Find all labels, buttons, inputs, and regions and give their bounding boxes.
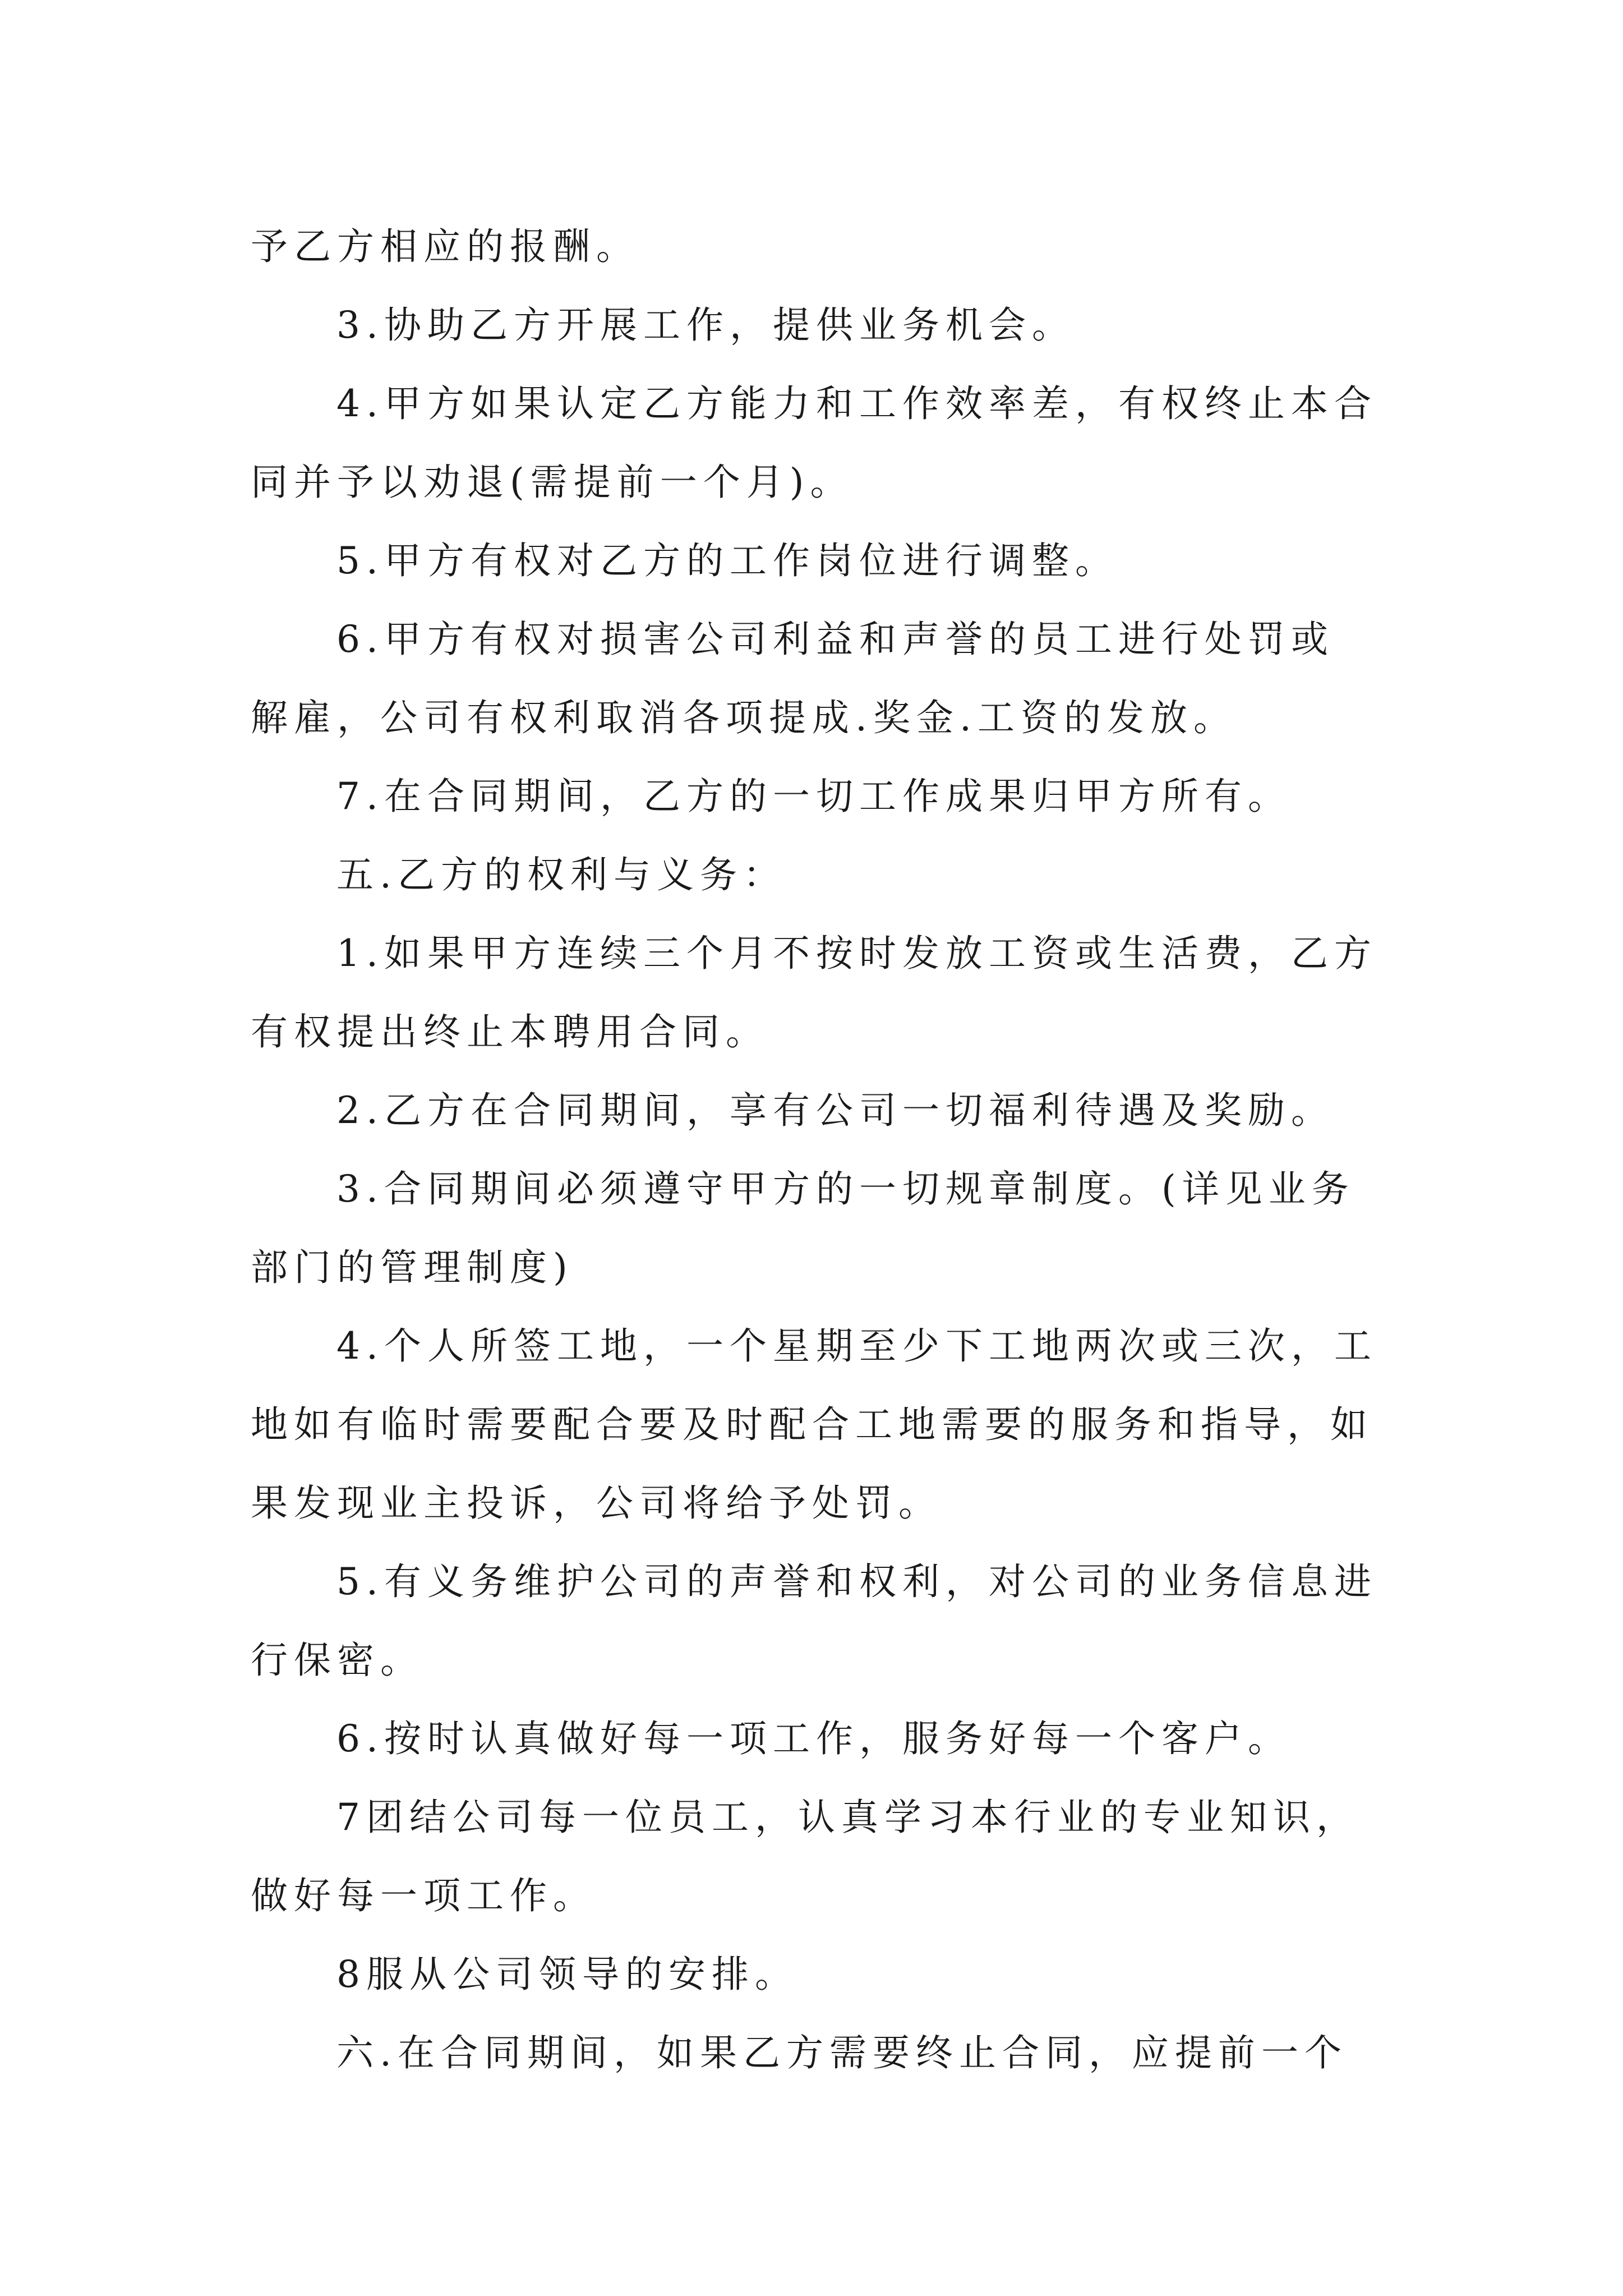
text-line: 3.协助乙方开展工作，提供业务机会。 (336, 303, 1075, 347)
text-line: 解雇，公司有权利取消各项提成.奖金.工资的发放。 (251, 696, 1237, 739)
text-line: 6.甲方有权对损害公司利益和声誉的员工进行处罚或 (336, 618, 1334, 661)
text-line: 4.个人所签工地，一个星期至少下工地两次或三次，工 (336, 1324, 1377, 1368)
text-line: 8服从公司领导的安排。 (336, 1953, 798, 1996)
text-line: 7.在合同期间，乙方的一切工作成果归甲方所有。 (336, 775, 1291, 818)
text-line: 地如有临时需要配合要及时配合工地需要的服务和指导，如 (251, 1403, 1373, 1446)
text-line: 做好每一项工作。 (251, 1874, 596, 1917)
text-line: 予乙方相应的报酬。 (251, 225, 639, 268)
section-heading: 六.在合同期间，如果乙方需要终止合同，应提前一个 (336, 2031, 1348, 2074)
text-line: 5.甲方有权对乙方的工作岗位进行调整。 (336, 539, 1118, 582)
text-line: 7团结公司每一位员工，认真学习本行业的专业知识， (336, 1796, 1359, 1839)
text-line: 6.按时认真做好每一项工作，服务好每一个客户。 (336, 1717, 1291, 1760)
text-line: 5.有义务维护公司的声誉和权利，对公司的业务信息进 (336, 1560, 1377, 1603)
text-line: 4.甲方如果认定乙方能力和工作效率差，有权终止本合 (336, 382, 1377, 425)
text-line: 3.合同期间必须遵守甲方的一切规章制度。(详见业务 (336, 1167, 1355, 1211)
section-heading: 五.乙方的权利与义务： (336, 853, 786, 896)
text-line: 行保密。 (251, 1639, 423, 1682)
text-line: 果发现业主投诉，公司将给予处罚。 (251, 1481, 942, 1525)
text-line: 同并予以劝退(需提前一个月)。 (251, 461, 854, 504)
text-line: 2.乙方在合同期间，享有公司一切福利待遇及奖励。 (336, 1089, 1334, 1132)
text-line: 部门的管理制度) (251, 1246, 574, 1289)
text-line: 1.如果甲方连续三个月不按时发放工资或生活费，乙方 (336, 932, 1377, 975)
text-line: 有权提出终止本聘用合同。 (251, 1010, 769, 1053)
